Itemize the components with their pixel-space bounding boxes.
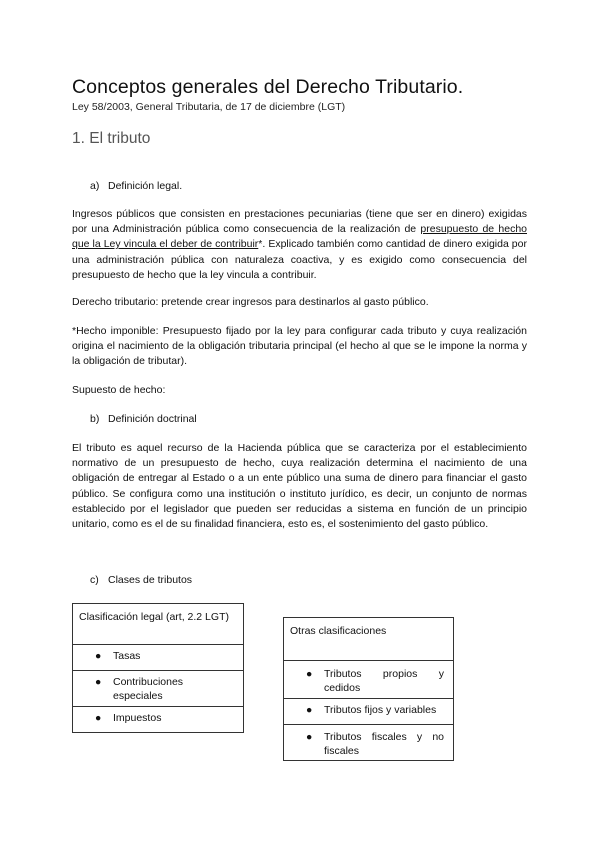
paragraph-supuesto: Supuesto de hecho: <box>72 384 166 396</box>
table-legal-classification <box>72 603 244 733</box>
table-row <box>73 707 244 733</box>
list-text-c: Clases de tributos <box>108 574 193 586</box>
cell-text: Tributos fiscales y no fiscales <box>324 731 444 757</box>
paragraph-hecho-imponible: *Hecho imponible: Presupuesto fijado por la ley para configurar cada tributo y cuya realización origina el nacimiento de la obligación tributaria principal (el hecho al que se le impone la norma y la obligación de tributar). <box>72 325 527 368</box>
table-cell <box>284 699 454 725</box>
table-other-classifications <box>283 617 454 761</box>
table-cell <box>73 671 244 707</box>
bullet-icon: ● <box>306 668 313 680</box>
paragraph-derecho: Derecho tributario: pretende crear ingresos para destinarlos al gasto público. <box>72 296 429 308</box>
cell-text: Tributos fijos y variables <box>324 704 437 716</box>
cell-text: Impuestos <box>113 712 162 724</box>
bullet-icon: ● <box>95 650 102 662</box>
list-heading-a <box>90 180 182 192</box>
table-cell <box>284 661 454 699</box>
page-title: Conceptos generales del Derecho Tributario. <box>72 76 464 98</box>
list-text-a: Definición legal. <box>108 180 183 192</box>
subtitle: Ley 58/2003, General Tributaria, de 17 de diciembre (LGT) <box>72 101 346 113</box>
table-cell <box>73 645 244 671</box>
cell-text: Contribuciones especiales <box>113 676 184 702</box>
table-row <box>284 661 454 699</box>
table-cell <box>284 725 454 761</box>
table-cell <box>73 707 244 733</box>
paragraph-definition-pre: Ingresos públicos que consisten en prestaciones pecuniarias (tiene que ser en dinero) exigidas por una Administración pública como consecuencia de la realización de <box>72 208 527 236</box>
bullet-icon: ● <box>306 704 313 716</box>
table-header: Clasificación legal (art, 2.2 LGT) <box>73 604 244 645</box>
underlined-phrase: presupuesto de hecho que la Ley vincula el deber de contribuir <box>72 223 527 251</box>
list-heading-b <box>90 413 197 425</box>
table-header-row <box>73 604 244 645</box>
table-header: Otras clasificaciones <box>284 618 454 661</box>
paragraph-definition-post: *. Explicado también como cantidad de dinero exigida por una administración pública con naturaleza coactiva, y es exigido como consecuencia del presupuesto de hecho que la ley vincula a contribuir. <box>72 238 527 281</box>
list-label-b: b) <box>90 413 100 425</box>
paragraph-definition <box>72 207 527 283</box>
bullet-icon: ● <box>306 731 313 743</box>
list-label-c: c) <box>90 574 99 586</box>
bullet-icon: ● <box>95 676 102 688</box>
paragraph-doctrinal: El tributo es aquel recurso de la Hacienda pública que se caracteriza por el establecimiento normativo de un presupuesto de hecho, cuya realización determina el nacimiento de una obligación de entregar al Estado o a un ente público una suma de dinero para financiar el gasto público. Se configura como una institución o instituto jurídico, es decir, un conjunto de normas establecido por el legislador que pueden ser reducidas a sistema en función de un principio unitario, como es el de su finalidad financiera, esto es, el sostenimiento del gasto público. <box>72 442 527 531</box>
section-heading: 1. El tributo <box>72 130 151 147</box>
list-text-b: Definición doctrinal <box>108 413 197 425</box>
list-label-a: a) <box>90 180 100 192</box>
cell-text: Tasas <box>113 650 141 662</box>
bullet-icon: ● <box>95 712 102 724</box>
table-header-row <box>284 618 454 661</box>
list-heading-c <box>90 574 192 586</box>
table-row <box>73 645 244 671</box>
table-row <box>284 725 454 761</box>
table-row <box>284 699 454 725</box>
table-row <box>73 671 244 707</box>
cell-text: Tributos propios y cedidos <box>324 668 444 694</box>
